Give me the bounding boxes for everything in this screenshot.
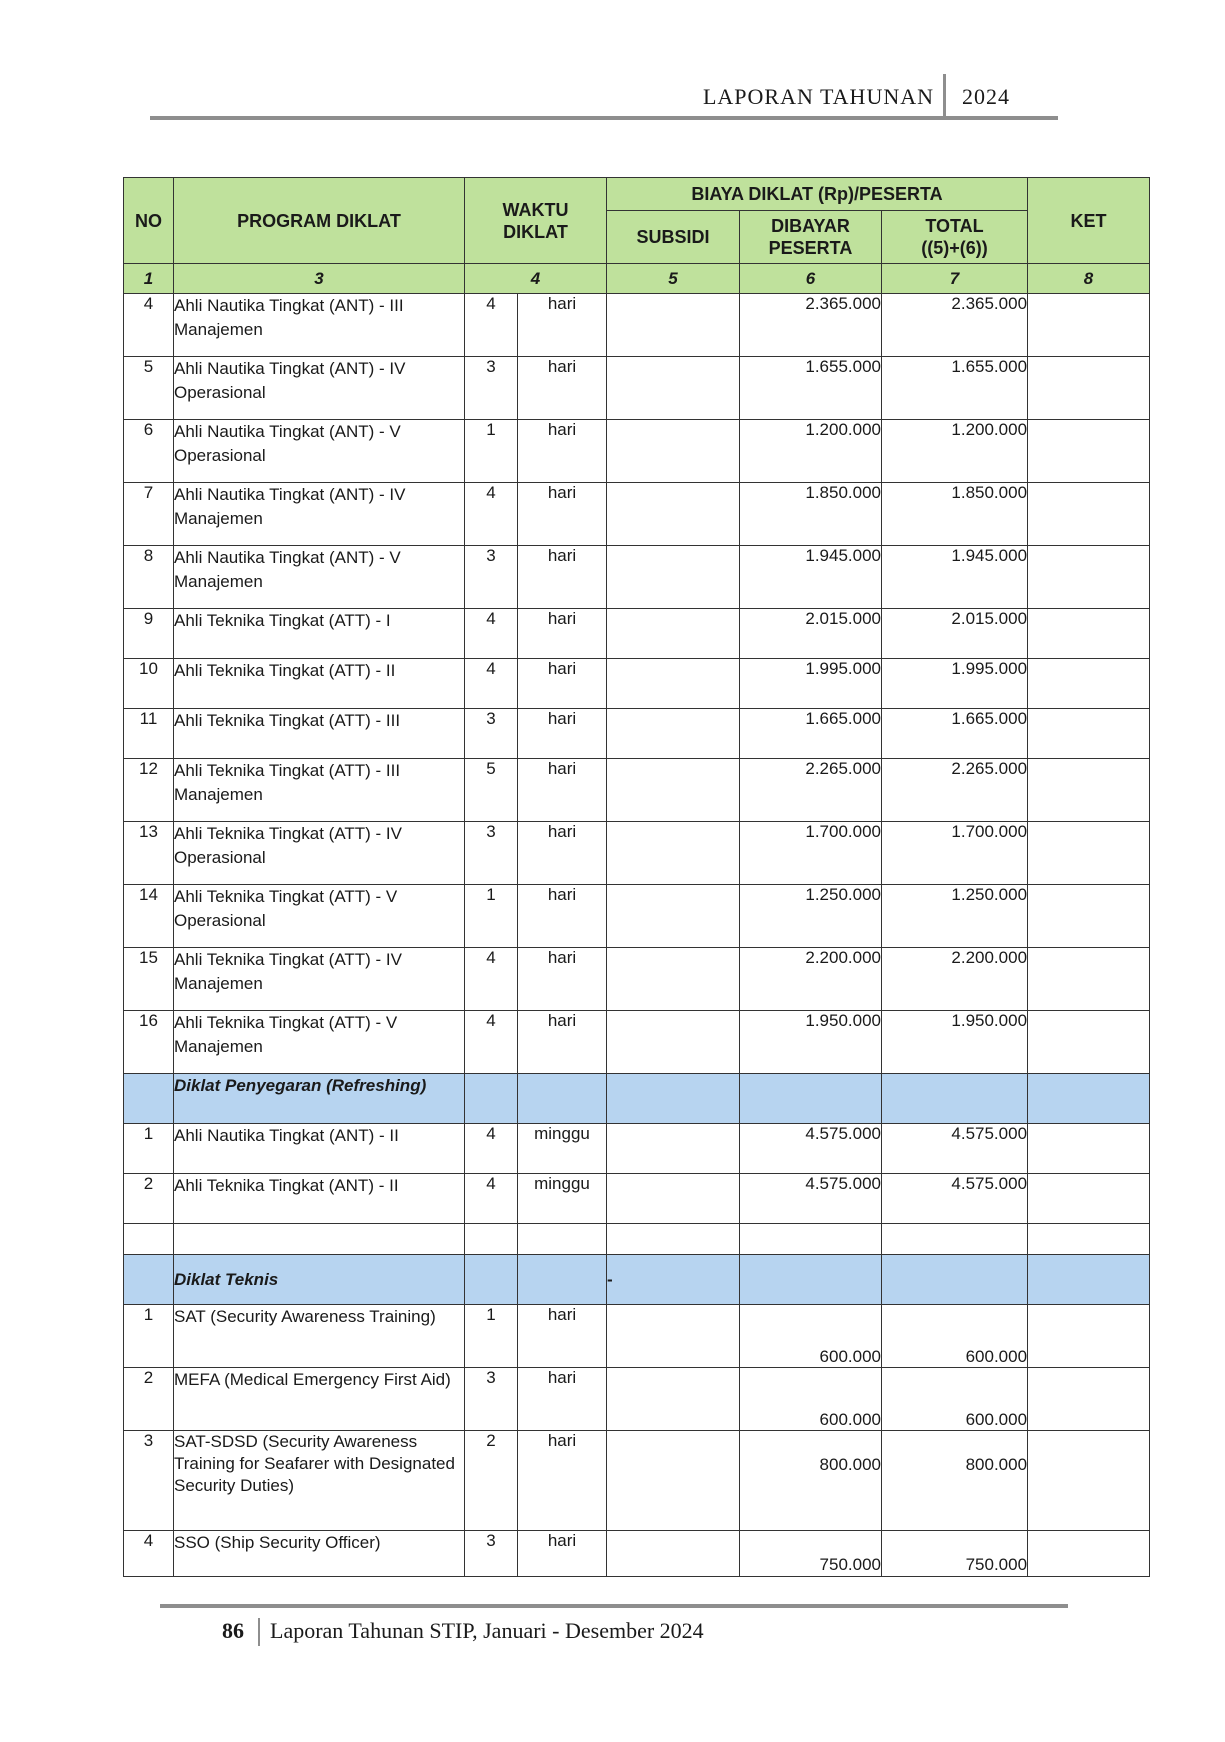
cell-ket (1028, 1124, 1150, 1174)
cell-unit: hari (518, 1531, 607, 1577)
table-row (124, 1124, 1150, 1174)
table-row (124, 822, 1150, 885)
table-row (124, 659, 1150, 709)
footer-text: Laporan Tahunan STIP, Januari - Desember 2024 (270, 1618, 704, 1643)
cell-ket (1028, 420, 1150, 483)
cell-dibayar: 4.575.000 (740, 1124, 882, 1174)
cell-no: 9 (124, 609, 174, 659)
header-no: NO (124, 178, 174, 264)
section-cell (607, 1074, 740, 1124)
cell-program: SAT (Security Awareness Training) (174, 1305, 465, 1368)
table-row (124, 1011, 1150, 1074)
header-program: PROGRAM DIKLAT (174, 178, 465, 264)
cell-dibayar: 1.665.000 (740, 709, 882, 759)
cell-subsidi (607, 357, 740, 420)
header-subsidi: SUBSIDI (607, 211, 740, 264)
cell-dibayar: 1.950.000 (740, 1011, 882, 1074)
section-row-teknis (124, 1255, 1150, 1305)
cell-unit: hari (518, 885, 607, 948)
section-cell (518, 1074, 607, 1124)
cell-program: Ahli Nautika Tingkat (ANT) - IV Manajemen (174, 483, 465, 546)
cell-no: 6 (124, 420, 174, 483)
table-row (124, 483, 1150, 546)
cell-duration: 4 (465, 1174, 518, 1224)
cell-total: 1.850.000 (882, 483, 1028, 546)
cell-total: 1.700.000 (882, 822, 1028, 885)
cell-program: MEFA (Medical Emergency First Aid) (174, 1368, 465, 1431)
cell-total: 2.265.000 (882, 759, 1028, 822)
cell-no: 5 (124, 357, 174, 420)
header-biaya: BIAYA DIKLAT (Rp)/PESERTA (607, 178, 1028, 211)
cell-duration: 3 (465, 1531, 518, 1577)
cell-subsidi (607, 1431, 740, 1531)
cell-dibayar: 2.015.000 (740, 609, 882, 659)
cell-ket (1028, 1011, 1150, 1074)
cell-unit: hari (518, 822, 607, 885)
cell-subsidi (607, 546, 740, 609)
cell-total: 1.995.000 (882, 659, 1028, 709)
cell-dibayar: 1.655.000 (740, 357, 882, 420)
cell-duration: 4 (465, 948, 518, 1011)
cell-total: 750.000 (882, 1531, 1028, 1577)
empty-cell (607, 1224, 740, 1255)
cell-unit: hari (518, 546, 607, 609)
section-cell (1028, 1074, 1150, 1124)
cell-program: Ahli Nautika Tingkat (ANT) - II (174, 1124, 465, 1174)
cell-program: Ahli Teknika Tingkat (ATT) - V Manajemen (174, 1011, 465, 1074)
cell-total: 2.015.000 (882, 609, 1028, 659)
empty-cell (174, 1224, 465, 1255)
cell-program: SSO (Ship Security Officer) (174, 1531, 465, 1577)
cell-subsidi (607, 1011, 740, 1074)
cell-unit: minggu (518, 1174, 607, 1224)
cell-total: 4.575.000 (882, 1174, 1028, 1224)
table-row (124, 420, 1150, 483)
cell-no: 4 (124, 294, 174, 357)
cell-unit: hari (518, 357, 607, 420)
header-ket: KET (1028, 178, 1150, 264)
cell-ket (1028, 357, 1150, 420)
cell-ket (1028, 885, 1150, 948)
cell-subsidi (607, 885, 740, 948)
cell-subsidi (607, 822, 740, 885)
cell-ket (1028, 948, 1150, 1011)
cell-dibayar: 2.365.000 (740, 294, 882, 357)
cell-total: 600.000 (882, 1305, 1028, 1368)
cell-duration: 4 (465, 483, 518, 546)
cell-subsidi (607, 483, 740, 546)
table-row (124, 1431, 1150, 1531)
cell-duration: 4 (465, 609, 518, 659)
cell-dibayar: 1.200.000 (740, 420, 882, 483)
table-row (124, 609, 1150, 659)
cell-no: 1 (124, 1124, 174, 1174)
cell-dibayar: 1.250.000 (740, 885, 882, 948)
cell-program: Ahli Nautika Tingkat (ANT) - III Manajemen (174, 294, 465, 357)
cell-total: 1.655.000 (882, 357, 1028, 420)
page-number: 86 (222, 1618, 244, 1643)
section-cell (124, 1074, 174, 1124)
cell-unit: hari (518, 294, 607, 357)
cell-ket (1028, 1174, 1150, 1224)
cell-dibayar: 1.850.000 (740, 483, 882, 546)
section-cell (518, 1255, 607, 1305)
table-row (124, 1368, 1150, 1431)
cell-no: 7 (124, 483, 174, 546)
cell-unit: hari (518, 948, 607, 1011)
cell-program: Ahli Teknika Tingkat (ATT) - I (174, 609, 465, 659)
col-number: 4 (465, 264, 607, 294)
col-number: 1 (124, 264, 174, 294)
cell-program: Ahli Nautika Tingkat (ANT) - IV Operasional (174, 357, 465, 420)
table-row (124, 1531, 1150, 1577)
cell-no: 16 (124, 1011, 174, 1074)
cell-no: 13 (124, 822, 174, 885)
cell-no: 4 (124, 1531, 174, 1577)
cell-program: Ahli Teknika Tingkat (ATT) - V Operasional (174, 885, 465, 948)
cell-subsidi (607, 1124, 740, 1174)
cell-dibayar: 600.000 (740, 1368, 882, 1431)
cell-program: Ahli Teknika Tingkat (ATT) - IV Manajemen (174, 948, 465, 1011)
page-footer (160, 1604, 1068, 1643)
cell-dibayar: 4.575.000 (740, 1174, 882, 1224)
cell-total: 1.945.000 (882, 546, 1028, 609)
cell-unit: hari (518, 1368, 607, 1431)
cell-ket (1028, 709, 1150, 759)
cell-ket (1028, 609, 1150, 659)
cell-subsidi (607, 420, 740, 483)
cell-ket (1028, 759, 1150, 822)
cell-no: 15 (124, 948, 174, 1011)
header-year: 2024 (962, 84, 1010, 109)
col-number: 8 (1028, 264, 1150, 294)
cell-duration: 5 (465, 759, 518, 822)
cell-subsidi (607, 1174, 740, 1224)
cell-ket (1028, 294, 1150, 357)
cell-duration: 1 (465, 885, 518, 948)
cell-ket (1028, 1531, 1150, 1577)
column-number-row (124, 264, 1150, 294)
cell-no: 8 (124, 546, 174, 609)
empty-row (124, 1224, 1150, 1255)
cell-ket (1028, 1305, 1150, 1368)
cell-duration: 3 (465, 546, 518, 609)
section-cell (124, 1255, 174, 1305)
section-cell (740, 1255, 882, 1305)
col-number: 6 (740, 264, 882, 294)
cell-no: 14 (124, 885, 174, 948)
cell-unit: hari (518, 709, 607, 759)
cell-program: Ahli Teknika Tingkat (ATT) - III (174, 709, 465, 759)
section-cell (465, 1074, 518, 1124)
cell-program: Ahli Teknika Tingkat (ATT) - III Manajemen (174, 759, 465, 822)
cell-program: Ahli Teknika Tingkat (ANT) - II (174, 1174, 465, 1224)
cell-total: 1.250.000 (882, 885, 1028, 948)
cell-subsidi (607, 1531, 740, 1577)
header-waktu: WAKTU DIKLAT (465, 178, 607, 264)
cell-duration: 4 (465, 1124, 518, 1174)
section-row-refreshing (124, 1074, 1150, 1124)
cell-duration: 4 (465, 659, 518, 709)
cell-subsidi (607, 709, 740, 759)
section-cell (882, 1074, 1028, 1124)
cell-no: 12 (124, 759, 174, 822)
cell-total: 1.950.000 (882, 1011, 1028, 1074)
header-separator (943, 74, 946, 118)
table-row (124, 357, 1150, 420)
cell-no: 3 (124, 1431, 174, 1531)
cell-program: Ahli Teknika Tingkat (ATT) - II (174, 659, 465, 709)
cell-unit: hari (518, 1011, 607, 1074)
cell-program: Ahli Nautika Tingkat (ANT) - V Operasional (174, 420, 465, 483)
cell-subsidi (607, 609, 740, 659)
cell-total: 2.200.000 (882, 948, 1028, 1011)
cell-dibayar: 1.995.000 (740, 659, 882, 709)
cell-duration: 1 (465, 420, 518, 483)
table-row (124, 885, 1150, 948)
empty-cell (740, 1224, 882, 1255)
section-cell (740, 1074, 882, 1124)
cell-ket (1028, 1431, 1150, 1531)
cell-ket (1028, 822, 1150, 885)
cell-total: 4.575.000 (882, 1124, 1028, 1174)
empty-cell (882, 1224, 1028, 1255)
cell-duration: 3 (465, 357, 518, 420)
cell-ket (1028, 483, 1150, 546)
cell-duration: 3 (465, 709, 518, 759)
cell-subsidi (607, 948, 740, 1011)
cell-ket (1028, 659, 1150, 709)
cell-duration: 3 (465, 1368, 518, 1431)
cell-total: 2.365.000 (882, 294, 1028, 357)
section-cell (1028, 1255, 1150, 1305)
table-row (124, 1305, 1150, 1368)
section-cell (882, 1255, 1028, 1305)
cell-no: 11 (124, 709, 174, 759)
table-row (124, 1174, 1150, 1224)
cell-ket (1028, 1368, 1150, 1431)
cell-dibayar: 1.945.000 (740, 546, 882, 609)
cell-subsidi (607, 294, 740, 357)
cell-duration: 4 (465, 1011, 518, 1074)
footer-separator (258, 1618, 260, 1646)
cell-duration: 3 (465, 822, 518, 885)
cell-unit: hari (518, 759, 607, 822)
cell-no: 1 (124, 1305, 174, 1368)
cell-unit: hari (518, 659, 607, 709)
training-cost-table (123, 177, 1150, 1577)
cell-no: 10 (124, 659, 174, 709)
page-header (150, 80, 1058, 120)
header-title: LAPORAN TAHUNAN (702, 84, 934, 109)
header-dibayar: DIBAYAR PESERTA (740, 211, 882, 264)
section-title: Diklat Penyegaran (Refreshing) (174, 1074, 465, 1124)
cell-program: Ahli Nautika Tingkat (ANT) - V Manajemen (174, 546, 465, 609)
cell-ket (1028, 546, 1150, 609)
cell-total: 1.665.000 (882, 709, 1028, 759)
cell-unit: hari (518, 483, 607, 546)
table-row (124, 709, 1150, 759)
cell-subsidi (607, 1305, 740, 1368)
cell-unit: hari (518, 609, 607, 659)
cell-dibayar: 750.000 (740, 1531, 882, 1577)
cell-subsidi (607, 759, 740, 822)
cell-duration: 2 (465, 1431, 518, 1531)
cell-unit: hari (518, 1305, 607, 1368)
section-cell (465, 1255, 518, 1305)
cell-total: 600.000 (882, 1368, 1028, 1431)
cell-total: 800.000 (882, 1431, 1028, 1531)
table-row (124, 546, 1150, 609)
section-title: Diklat Teknis (174, 1255, 465, 1305)
cell-dibayar: 2.200.000 (740, 948, 882, 1011)
cell-subsidi (607, 1368, 740, 1431)
table-row (124, 948, 1150, 1011)
cell-dibayar: 800.000 (740, 1431, 882, 1531)
empty-cell (465, 1224, 518, 1255)
header-total: TOTAL ((5)+(6)) (882, 211, 1028, 264)
cell-program: Ahli Teknika Tingkat (ATT) - IV Operasional (174, 822, 465, 885)
cell-duration: 4 (465, 294, 518, 357)
empty-cell (1028, 1224, 1150, 1255)
cell-dibayar: 600.000 (740, 1305, 882, 1368)
cell-unit: hari (518, 1431, 607, 1531)
empty-cell (124, 1224, 174, 1255)
cell-subsidi (607, 659, 740, 709)
section-dash: - (607, 1255, 740, 1305)
cell-unit: hari (518, 420, 607, 483)
cell-dibayar: 1.700.000 (740, 822, 882, 885)
cell-dibayar: 2.265.000 (740, 759, 882, 822)
cell-duration: 1 (465, 1305, 518, 1368)
cell-total: 1.200.000 (882, 420, 1028, 483)
cell-no: 2 (124, 1174, 174, 1224)
cell-program: SAT-SDSD (Security Awareness Training for Seafarer with Designated Security Duties) (174, 1431, 465, 1531)
col-number: 7 (882, 264, 1028, 294)
cell-unit: minggu (518, 1124, 607, 1174)
col-number: 3 (174, 264, 465, 294)
table-row (124, 759, 1150, 822)
empty-cell (518, 1224, 607, 1255)
table-row (124, 294, 1150, 357)
cell-no: 2 (124, 1368, 174, 1431)
col-number: 5 (607, 264, 740, 294)
